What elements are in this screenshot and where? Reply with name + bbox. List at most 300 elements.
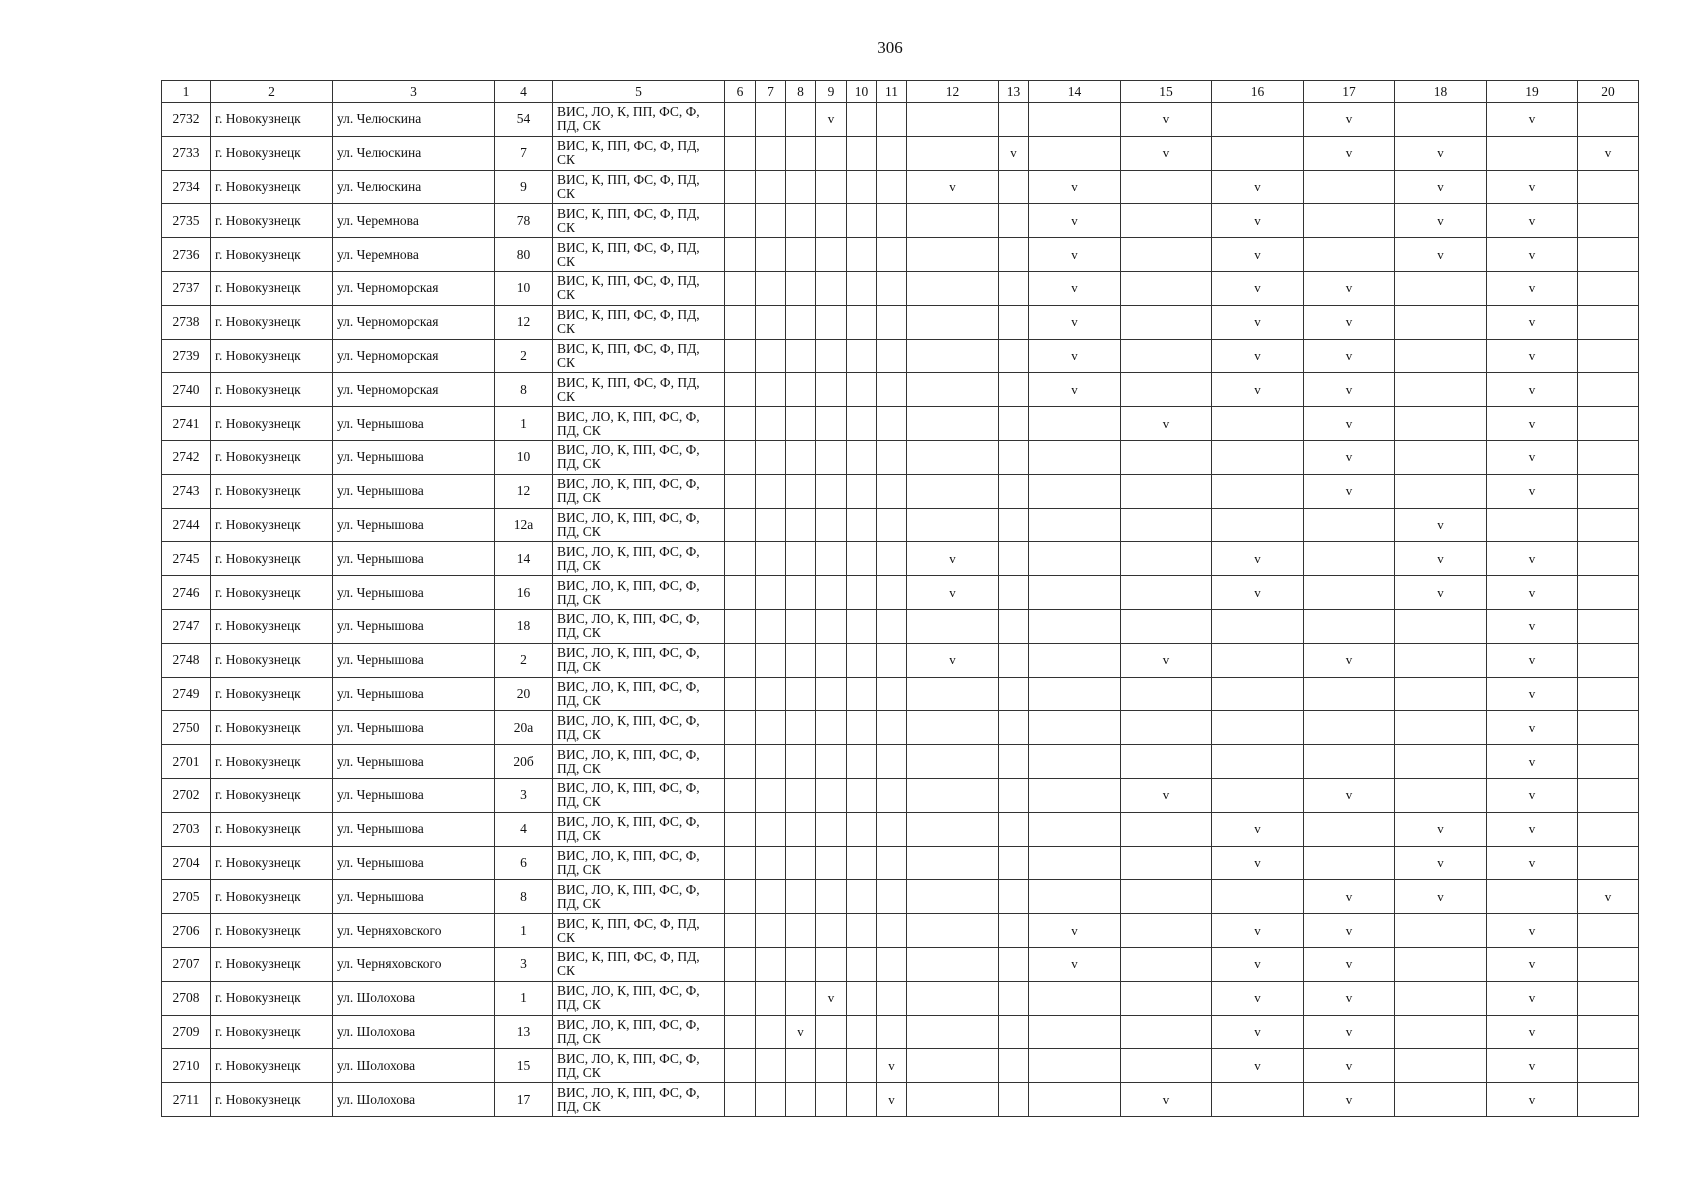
column-header-14: 14 [1029, 81, 1121, 103]
check-mark: v [1528, 584, 1536, 600]
check-mark: v [1071, 314, 1078, 330]
mark-cell-col-18 [1395, 136, 1487, 170]
check-mark: v [1162, 415, 1170, 431]
mark-cell-col-14 [1029, 576, 1121, 610]
mark-cell-col-16 [1212, 846, 1304, 880]
mark-cell-col-17 [1304, 271, 1395, 305]
mark-cell-col-12 [907, 745, 999, 779]
mark-cell-col-12 [907, 170, 999, 204]
mark-cell-col-16 [1212, 947, 1304, 981]
check-mark: v [1528, 618, 1536, 634]
system-codes-cell: ВИС, ЛО, К, ПП, ФС, Ф, ПД, СК [553, 846, 725, 880]
mark-cell-col-6 [725, 576, 756, 610]
mark-cell-col-18 [1395, 609, 1487, 643]
mark-cell-col-12 [907, 136, 999, 170]
mark-cell-col-13 [999, 609, 1029, 643]
city-cell: г. Новокузнецк [211, 576, 333, 610]
mark-cell-col-13 [999, 204, 1029, 238]
house-number-cell: 10 [495, 440, 553, 474]
street-cell: ул. Черемнова [333, 204, 495, 238]
mark-cell-col-8 [786, 745, 816, 779]
mark-cell-col-7 [756, 407, 786, 441]
check-mark: v [1437, 854, 1444, 870]
mark-cell-col-12 [907, 880, 999, 914]
row-number: 2747 [162, 609, 211, 643]
mark-cell-col-7 [756, 339, 786, 373]
mark-cell-col-17 [1304, 204, 1395, 238]
mark-cell-col-6 [725, 643, 756, 677]
mark-cell-col-11 [877, 711, 907, 745]
mark-cell-col-9 [816, 1015, 847, 1049]
mark-cell-col-8 [786, 339, 816, 373]
system-codes-cell: ВИС, ЛО, К, ПП, ФС, Ф, ПД, СК [553, 643, 725, 677]
system-codes-cell: ВИС, ЛО, К, ПП, ФС, Ф, ПД, СК [553, 474, 725, 508]
mark-cell-col-6 [725, 204, 756, 238]
mark-cell-col-17 [1304, 542, 1395, 576]
mark-cell-col-20 [1578, 576, 1639, 610]
check-mark: v [1345, 787, 1353, 803]
mark-cell-col-6 [725, 508, 756, 542]
mark-cell-col-9 [816, 204, 847, 238]
mark-cell-col-16 [1212, 1083, 1304, 1117]
mark-cell-col-17 [1304, 745, 1395, 779]
check-mark: v [1254, 1023, 1261, 1039]
row-number: 2735 [162, 204, 211, 238]
mark-cell-col-11 [877, 508, 907, 542]
mark-cell-col-17 [1304, 474, 1395, 508]
mark-cell-col-8 [786, 305, 816, 339]
row-number: 2740 [162, 373, 211, 407]
mark-cell-col-6 [725, 1083, 756, 1117]
table-row [162, 981, 1639, 1015]
mark-cell-col-10 [847, 609, 877, 643]
mark-cell-col-14 [1029, 271, 1121, 305]
mark-cell-col-7 [756, 812, 786, 846]
check-mark: v [949, 178, 956, 194]
check-mark: v [1071, 178, 1078, 194]
mark-cell-col-9 [816, 880, 847, 914]
mark-cell-col-12 [907, 576, 999, 610]
mark-cell-col-16 [1212, 880, 1304, 914]
mark-cell-col-14 [1029, 609, 1121, 643]
house-number-cell: 13 [495, 1015, 553, 1049]
mark-cell-col-17 [1304, 846, 1395, 880]
mark-cell-col-19 [1487, 204, 1578, 238]
city-cell: г. Новокузнецк [211, 373, 333, 407]
check-mark: v [1528, 449, 1536, 465]
mark-cell-col-13 [999, 677, 1029, 711]
mark-cell-col-17 [1304, 440, 1395, 474]
mark-cell-col-18 [1395, 373, 1487, 407]
row-number: 2733 [162, 136, 211, 170]
mark-cell-col-9 [816, 643, 847, 677]
mark-cell-col-17 [1304, 812, 1395, 846]
check-mark: v [1604, 888, 1612, 904]
city-cell: г. Новокузнецк [211, 609, 333, 643]
mark-cell-col-9 [816, 103, 847, 137]
system-codes-cell: ВИС, ЛО, К, ПП, ФС, Ф, ПД, СК [553, 711, 725, 745]
mark-cell-col-11 [877, 373, 907, 407]
mark-cell-col-9 [816, 508, 847, 542]
mark-cell-col-8 [786, 1049, 816, 1083]
row-number: 2707 [162, 947, 211, 981]
mark-cell-col-13 [999, 305, 1029, 339]
mark-cell-col-10 [847, 271, 877, 305]
mark-cell-col-11 [877, 880, 907, 914]
check-mark: v [1071, 922, 1078, 938]
mark-cell-col-20 [1578, 238, 1639, 272]
mark-cell-col-8 [786, 508, 816, 542]
row-number: 2710 [162, 1049, 211, 1083]
mark-cell-col-18 [1395, 846, 1487, 880]
table-row [162, 1083, 1639, 1117]
mark-cell-col-10 [847, 1083, 877, 1117]
mark-cell-col-19 [1487, 136, 1578, 170]
mark-cell-col-11 [877, 914, 907, 948]
mark-cell-col-15 [1121, 981, 1212, 1015]
table-row [162, 745, 1639, 779]
check-mark: v [1528, 685, 1536, 701]
street-cell: ул. Чернышова [333, 880, 495, 914]
house-number-cell: 3 [495, 947, 553, 981]
mark-cell-col-9 [816, 981, 847, 1015]
mark-cell-col-15 [1121, 609, 1212, 643]
mark-cell-col-9 [816, 339, 847, 373]
mark-cell-col-17 [1304, 407, 1395, 441]
mark-cell-col-15 [1121, 846, 1212, 880]
mark-cell-col-14 [1029, 643, 1121, 677]
mark-cell-col-9 [816, 305, 847, 339]
row-number: 2701 [162, 745, 211, 779]
mark-cell-col-7 [756, 609, 786, 643]
mark-cell-col-15 [1121, 778, 1212, 812]
mark-cell-col-17 [1304, 576, 1395, 610]
city-cell: г. Новокузнецк [211, 981, 333, 1015]
mark-cell-col-19 [1487, 339, 1578, 373]
system-codes-cell: ВИС, ЛО, К, ПП, ФС, Ф, ПД, СК [553, 1049, 725, 1083]
city-cell: г. Новокузнецк [211, 339, 333, 373]
mark-cell-col-9 [816, 440, 847, 474]
mark-cell-col-6 [725, 914, 756, 948]
mark-cell-col-9 [816, 407, 847, 441]
mark-cell-col-14 [1029, 947, 1121, 981]
street-cell: ул. Черняховского [333, 914, 495, 948]
mark-cell-col-12 [907, 1083, 999, 1117]
row-number: 2709 [162, 1015, 211, 1049]
mark-cell-col-11 [877, 812, 907, 846]
mark-cell-col-15 [1121, 407, 1212, 441]
column-header-19: 19 [1487, 81, 1578, 103]
street-cell: ул. Черняховского [333, 947, 495, 981]
check-mark: v [1254, 1057, 1261, 1073]
street-cell: ул. Чернышова [333, 609, 495, 643]
mark-cell-col-6 [725, 373, 756, 407]
mark-cell-col-19 [1487, 373, 1578, 407]
mark-cell-col-20 [1578, 609, 1639, 643]
mark-cell-col-16 [1212, 542, 1304, 576]
table-row [162, 778, 1639, 812]
mark-cell-col-6 [725, 407, 756, 441]
mark-cell-col-14 [1029, 846, 1121, 880]
row-number: 2741 [162, 407, 211, 441]
mark-cell-col-9 [816, 711, 847, 745]
check-mark: v [1528, 246, 1536, 262]
mark-cell-col-16 [1212, 508, 1304, 542]
check-mark: v [1437, 550, 1444, 566]
mark-cell-col-18 [1395, 238, 1487, 272]
mark-cell-col-20 [1578, 947, 1639, 981]
row-number: 2739 [162, 339, 211, 373]
city-cell: г. Новокузнецк [211, 1049, 333, 1083]
check-mark: v [1071, 381, 1078, 397]
mark-cell-col-17 [1304, 508, 1395, 542]
mark-cell-col-7 [756, 711, 786, 745]
row-number: 2749 [162, 677, 211, 711]
check-mark: v [1345, 347, 1353, 363]
house-number-cell: 2 [495, 339, 553, 373]
check-mark: v [827, 990, 835, 1006]
mark-cell-col-13 [999, 812, 1029, 846]
column-header-8: 8 [786, 81, 816, 103]
mark-cell-col-20 [1578, 1049, 1639, 1083]
mark-cell-col-10 [847, 914, 877, 948]
street-cell: ул. Чернышова [333, 440, 495, 474]
check-mark: v [1345, 990, 1353, 1006]
street-cell: ул. Чернышова [333, 711, 495, 745]
mark-cell-col-18 [1395, 1083, 1487, 1117]
city-cell: г. Новокузнецк [211, 643, 333, 677]
mark-cell-col-18 [1395, 508, 1487, 542]
mark-cell-col-9 [816, 947, 847, 981]
table-row [162, 542, 1639, 576]
mark-cell-col-13 [999, 508, 1029, 542]
mark-cell-col-13 [999, 914, 1029, 948]
mark-cell-col-13 [999, 542, 1029, 576]
mark-cell-col-10 [847, 204, 877, 238]
mark-cell-col-13 [999, 947, 1029, 981]
mark-cell-col-20 [1578, 643, 1639, 677]
mark-cell-col-18 [1395, 677, 1487, 711]
table-row [162, 339, 1639, 373]
check-mark: v [1437, 516, 1444, 532]
city-cell: г. Новокузнецк [211, 271, 333, 305]
mark-cell-col-8 [786, 812, 816, 846]
system-codes-cell: ВИС, ЛО, К, ПП, ФС, Ф, ПД, СК [553, 508, 725, 542]
mark-cell-col-18 [1395, 1049, 1487, 1083]
column-header-12: 12 [907, 81, 999, 103]
mark-cell-col-11 [877, 643, 907, 677]
mark-cell-col-17 [1304, 103, 1395, 137]
mark-cell-col-13 [999, 170, 1029, 204]
mark-cell-col-15 [1121, 373, 1212, 407]
mark-cell-col-16 [1212, 1015, 1304, 1049]
mark-cell-col-6 [725, 542, 756, 576]
check-mark: v [1071, 246, 1078, 262]
mark-cell-col-20 [1578, 711, 1639, 745]
mark-cell-col-15 [1121, 508, 1212, 542]
mark-cell-col-10 [847, 778, 877, 812]
mark-cell-col-11 [877, 170, 907, 204]
mark-cell-col-19 [1487, 407, 1578, 441]
mark-cell-col-10 [847, 981, 877, 1015]
check-mark: v [1528, 821, 1536, 837]
check-mark: v [1254, 821, 1261, 837]
mark-cell-col-16 [1212, 305, 1304, 339]
table-row [162, 812, 1639, 846]
row-number: 2704 [162, 846, 211, 880]
row-number: 2743 [162, 474, 211, 508]
system-codes-cell: ВИС, К, ПП, ФС, Ф, ПД, СК [553, 947, 725, 981]
mark-cell-col-11 [877, 238, 907, 272]
mark-cell-col-20 [1578, 474, 1639, 508]
mark-cell-col-13 [999, 136, 1029, 170]
system-codes-cell: ВИС, ЛО, К, ПП, ФС, Ф, ПД, СК [553, 880, 725, 914]
mark-cell-col-10 [847, 711, 877, 745]
mark-cell-col-19 [1487, 238, 1578, 272]
mark-cell-col-17 [1304, 609, 1395, 643]
row-number: 2744 [162, 508, 211, 542]
mark-cell-col-18 [1395, 170, 1487, 204]
mark-cell-col-9 [816, 170, 847, 204]
mark-cell-col-12 [907, 609, 999, 643]
mark-cell-col-16 [1212, 204, 1304, 238]
mark-cell-col-7 [756, 440, 786, 474]
street-cell: ул. Чернышова [333, 745, 495, 779]
mark-cell-col-12 [907, 711, 999, 745]
check-mark: v [1528, 178, 1536, 194]
row-number: 2732 [162, 103, 211, 137]
house-number-cell: 20б [495, 745, 553, 779]
mark-cell-col-10 [847, 305, 877, 339]
mark-cell-col-6 [725, 1015, 756, 1049]
mark-cell-col-15 [1121, 880, 1212, 914]
mark-cell-col-9 [816, 609, 847, 643]
mark-cell-col-9 [816, 542, 847, 576]
city-cell: г. Новокузнецк [211, 880, 333, 914]
street-cell: ул. Черноморская [333, 339, 495, 373]
mark-cell-col-11 [877, 609, 907, 643]
check-mark: v [1528, 483, 1536, 499]
mark-cell-col-17 [1304, 677, 1395, 711]
mark-cell-col-12 [907, 1049, 999, 1083]
mark-cell-col-13 [999, 238, 1029, 272]
mark-cell-col-14 [1029, 170, 1121, 204]
mark-cell-col-6 [725, 1049, 756, 1083]
mark-cell-col-14 [1029, 339, 1121, 373]
mark-cell-col-8 [786, 609, 816, 643]
mark-cell-col-14 [1029, 373, 1121, 407]
mark-cell-col-16 [1212, 812, 1304, 846]
house-number-cell: 1 [495, 914, 553, 948]
check-mark: v [1528, 347, 1536, 363]
mark-cell-col-14 [1029, 103, 1121, 137]
mark-cell-col-15 [1121, 103, 1212, 137]
check-mark: v [1162, 111, 1170, 127]
mark-cell-col-12 [907, 542, 999, 576]
mark-cell-col-6 [725, 271, 756, 305]
city-cell: г. Новокузнецк [211, 1015, 333, 1049]
mark-cell-col-19 [1487, 981, 1578, 1015]
mark-cell-col-15 [1121, 542, 1212, 576]
system-codes-cell: ВИС, ЛО, К, ПП, ФС, Ф, ПД, СК [553, 1083, 725, 1117]
check-mark: v [1162, 145, 1170, 161]
check-mark: v [1437, 178, 1444, 194]
check-mark: v [1345, 145, 1353, 161]
house-number-cell: 6 [495, 846, 553, 880]
mark-cell-col-11 [877, 981, 907, 1015]
mark-cell-col-16 [1212, 643, 1304, 677]
check-mark: v [1071, 347, 1078, 363]
mark-cell-col-16 [1212, 373, 1304, 407]
table-row [162, 846, 1639, 880]
mark-cell-col-15 [1121, 1083, 1212, 1117]
mark-cell-col-8 [786, 204, 816, 238]
mark-cell-col-14 [1029, 981, 1121, 1015]
row-number: 2703 [162, 812, 211, 846]
street-cell: ул. Чернышова [333, 778, 495, 812]
mark-cell-col-14 [1029, 812, 1121, 846]
street-cell: ул. Чернышова [333, 474, 495, 508]
check-mark: v [1345, 280, 1353, 296]
mark-cell-col-18 [1395, 643, 1487, 677]
mark-cell-col-16 [1212, 136, 1304, 170]
mark-cell-col-13 [999, 1015, 1029, 1049]
house-number-cell: 3 [495, 778, 553, 812]
mark-cell-col-14 [1029, 440, 1121, 474]
house-number-cell: 9 [495, 170, 553, 204]
row-number: 2737 [162, 271, 211, 305]
check-mark: v [1254, 212, 1261, 228]
mark-cell-col-14 [1029, 914, 1121, 948]
mark-cell-col-16 [1212, 914, 1304, 948]
mark-cell-col-7 [756, 914, 786, 948]
mark-cell-col-9 [816, 238, 847, 272]
column-header-13: 13 [999, 81, 1029, 103]
mark-cell-col-19 [1487, 609, 1578, 643]
mark-cell-col-20 [1578, 305, 1639, 339]
mark-cell-col-8 [786, 271, 816, 305]
mark-cell-col-8 [786, 711, 816, 745]
mark-cell-col-8 [786, 170, 816, 204]
house-number-cell: 20а [495, 711, 553, 745]
check-mark: v [1528, 854, 1536, 870]
mark-cell-col-10 [847, 677, 877, 711]
column-header-9: 9 [816, 81, 847, 103]
system-codes-cell: ВИС, К, ПП, ФС, Ф, ПД, СК [553, 271, 725, 305]
check-mark: v [1254, 584, 1261, 600]
check-mark: v [1528, 956, 1536, 972]
check-mark: v [827, 111, 835, 127]
mark-cell-col-18 [1395, 339, 1487, 373]
mark-cell-col-20 [1578, 812, 1639, 846]
mark-cell-col-19 [1487, 271, 1578, 305]
mark-cell-col-15 [1121, 643, 1212, 677]
mark-cell-col-16 [1212, 609, 1304, 643]
mark-cell-col-12 [907, 305, 999, 339]
city-cell: г. Новокузнецк [211, 947, 333, 981]
system-codes-cell: ВИС, К, ПП, ФС, Ф, ПД, СК [553, 238, 725, 272]
check-mark: v [1528, 753, 1536, 769]
check-mark: v [1254, 246, 1261, 262]
check-mark: v [1345, 922, 1353, 938]
mark-cell-col-14 [1029, 204, 1121, 238]
street-cell: ул. Челюскина [333, 136, 495, 170]
mark-cell-col-6 [725, 339, 756, 373]
city-cell: г. Новокузнецк [211, 745, 333, 779]
street-cell: ул. Шолохова [333, 1015, 495, 1049]
mark-cell-col-7 [756, 1015, 786, 1049]
column-header-3: 3 [333, 81, 495, 103]
